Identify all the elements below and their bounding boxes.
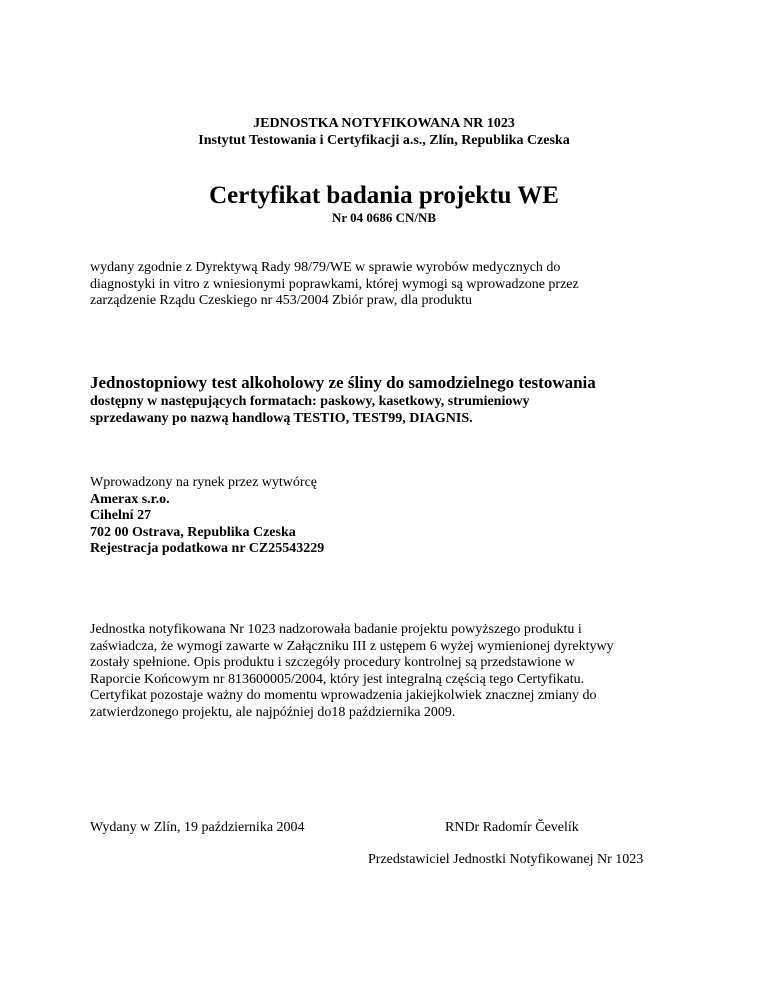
- signer-role: Przedstawiciel Jednostki Notyfikowanej Nr 1023: [368, 852, 644, 867]
- certificate-number: Nr 04 0686 CN/NB: [331, 210, 437, 225]
- issue-place-date: Wydany w Zlín, 19 października 2004: [90, 820, 305, 835]
- notified-body-heading: JEDNOSTKA NOTYFIKOWANA NR 1023: [253, 116, 515, 131]
- manufacturer-block: [90, 475, 590, 558]
- directive-line: diagnostyki in vitro z wniesionymi poprawkami, której wymogi są wprowadzone przez: [90, 276, 579, 292]
- product-formats: [90, 393, 710, 427]
- product-formats-line: dostępny w następujących formatach: paskowy, kasetkowy, strumieniowy: [90, 394, 530, 409]
- attestation-paragraph: [90, 622, 720, 721]
- directive-paragraph: [90, 260, 690, 310]
- manufacturer-city: 702 00 Ostrava, Republika Czeska: [90, 524, 296, 540]
- institute-name: Instytut Testowania i Certyfikacji a.s., Zlín, Republika Czeska: [198, 133, 570, 148]
- directive-line: wydany zgodnie z Dyrektywą Rady 98/79/WE w sprawie wyrobów medycznych do: [90, 260, 561, 275]
- attestation-line: Raporcie Końcowym nr 813600005/2004, który jest integralną częścią tego Certyfikatu.: [90, 671, 585, 687]
- attestation-line: Jednostka notyfikowana Nr 1023 nadzorowała badanie projektu powyższego produktu i: [90, 622, 582, 637]
- attestation-line: zatwierdzonego projektu, ale najpóźniej do18 października 2009.: [90, 704, 456, 720]
- manufacturer-tax-registration: Rejestracja podatkowa nr CZ25543229: [90, 541, 325, 556]
- attestation-line: zostały spełnione. Opis produktu i szczegóły procedury kontrolnej są przedstawione w: [90, 655, 575, 670]
- product-name: Jednostopniowy test alkoholowy ze śliny do samodzielnego testowania: [90, 373, 596, 392]
- directive-line: zarządzenie Rządu Czeskiego nr 453/2004 Zbiór praw, dla produktu: [90, 293, 473, 308]
- product-formats-line: sprzedawany po nazwą handlową TESTIO, TEST99, DIAGNIS.: [90, 411, 473, 426]
- attestation-line: zaświadcza, że wymogi zawarte w Załączniku III z ustępem 6 wyżej wymienionej dyrektywy: [90, 638, 614, 654]
- certificate-title: Certyfikat badania projektu WE: [209, 182, 559, 209]
- manufacturer-name: Amerax s.r.o.: [90, 491, 170, 507]
- attestation-line: Certyfikat pozostaje ważny do momentu wprowadzenia jakiejkolwiek znacznej zmiany do: [90, 688, 597, 703]
- manufacturer-intro: Wprowadzony na rynek przez wytwórcę: [90, 475, 318, 490]
- signer-name: RNDr Radomír Čevelík: [445, 820, 579, 835]
- manufacturer-street: Cihelní 27: [90, 508, 152, 523]
